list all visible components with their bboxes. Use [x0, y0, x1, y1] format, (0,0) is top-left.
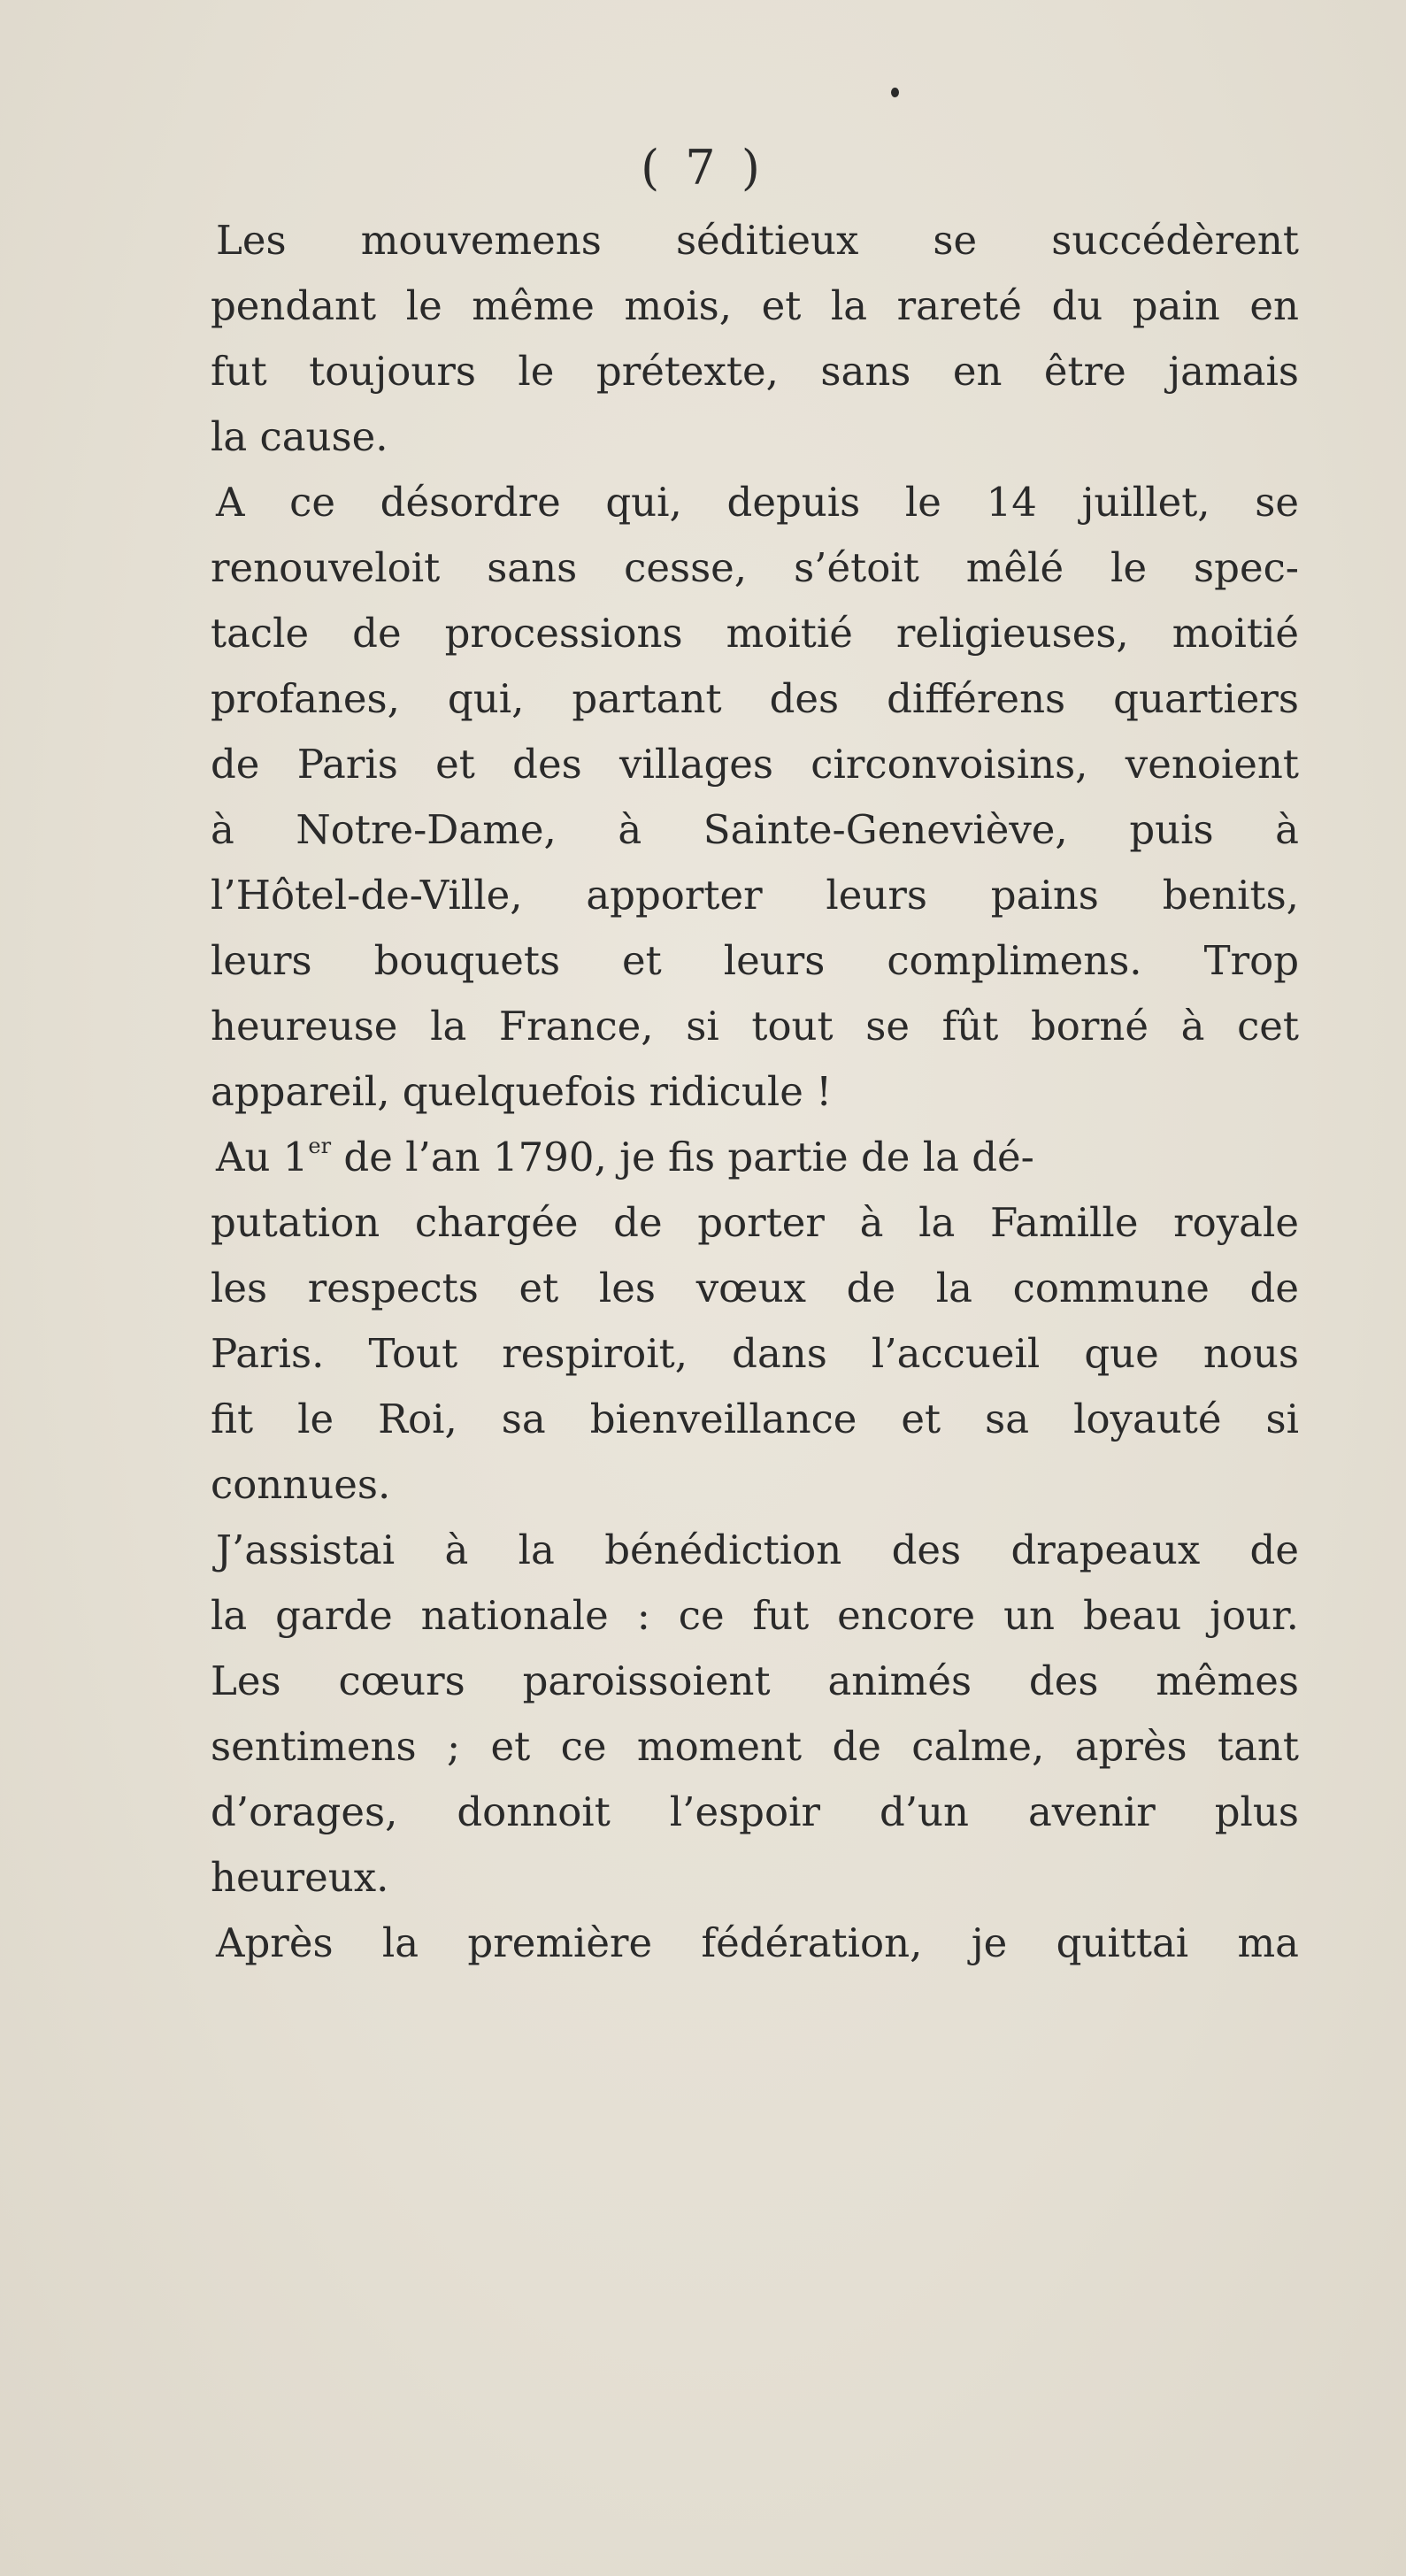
- text-line: heureux.: [211, 1854, 389, 1901]
- text-line: la garde nationale : ce fut encore un beau jour.: [211, 1592, 1299, 1639]
- text-line: à Notre-Dame, à Sainte-Geneviève, puis à: [211, 806, 1299, 853]
- text-line: pendant le même mois, et la rareté du pain en: [211, 282, 1299, 329]
- au-superscript: er: [308, 1134, 332, 1158]
- text-line: l’Hôtel-de-Ville, apporter leurs pains benits,: [211, 872, 1299, 919]
- text-line: appareil, quelquefois ridicule !: [211, 1068, 833, 1115]
- text-line: Paris. Tout respiroit, dans l’accueil que nous: [211, 1330, 1299, 1377]
- page-number: ( 7 ): [641, 140, 765, 196]
- text-line: leurs bouquets et leurs complimens. Trop: [211, 937, 1299, 984]
- text-line-au: [211, 1125, 1299, 1190]
- text-line: profanes, qui, partant des différens quartiers: [211, 675, 1299, 722]
- text-line: Les mouvemens séditieux se succédèrent: [216, 217, 1299, 264]
- body-text: [211, 208, 1299, 1976]
- text-line: tacle de processions moitié religieuses, moitié: [211, 610, 1299, 657]
- text-line: J’assistai à la bénédiction des drapeaux de: [216, 1526, 1299, 1573]
- text-line: heureuse la France, si tout se fût borné à cet: [211, 1003, 1299, 1050]
- text-line: sentimens ; et ce moment de calme, après tant: [211, 1723, 1299, 1770]
- text-line: Les cœurs paroissoient animés des mêmes: [211, 1657, 1299, 1704]
- text-line: fit le Roi, sa bienveillance et sa loyauté si: [211, 1396, 1299, 1442]
- text-line: la cause.: [211, 413, 388, 460]
- au-rest: de l’an 1790, je fis partie de la dé-: [343, 1134, 1034, 1180]
- text-line: d’orages, donnoit l’espoir d’un avenir plus: [211, 1788, 1299, 1835]
- text-line: fut toujours le prétexte, sans en être jamais: [211, 348, 1299, 395]
- text-line: putation chargée de porter à la Famille royale: [211, 1199, 1299, 1246]
- text-line: Après la première fédération, je quittai ma: [216, 1919, 1299, 1966]
- au-prefix: Au 1: [216, 1134, 309, 1180]
- text-line: A ce désordre qui, depuis le 14 juillet, se: [216, 479, 1299, 526]
- text-line: renouveloit sans cesse, s’étoit mêlé le spec-: [211, 544, 1299, 591]
- ink-speck: [891, 88, 899, 97]
- text-line: de Paris et des villages circonvoisins, venoient: [211, 741, 1299, 788]
- text-line: les respects et les vœux de la commune de: [211, 1265, 1299, 1311]
- text-line: connues.: [211, 1461, 391, 1508]
